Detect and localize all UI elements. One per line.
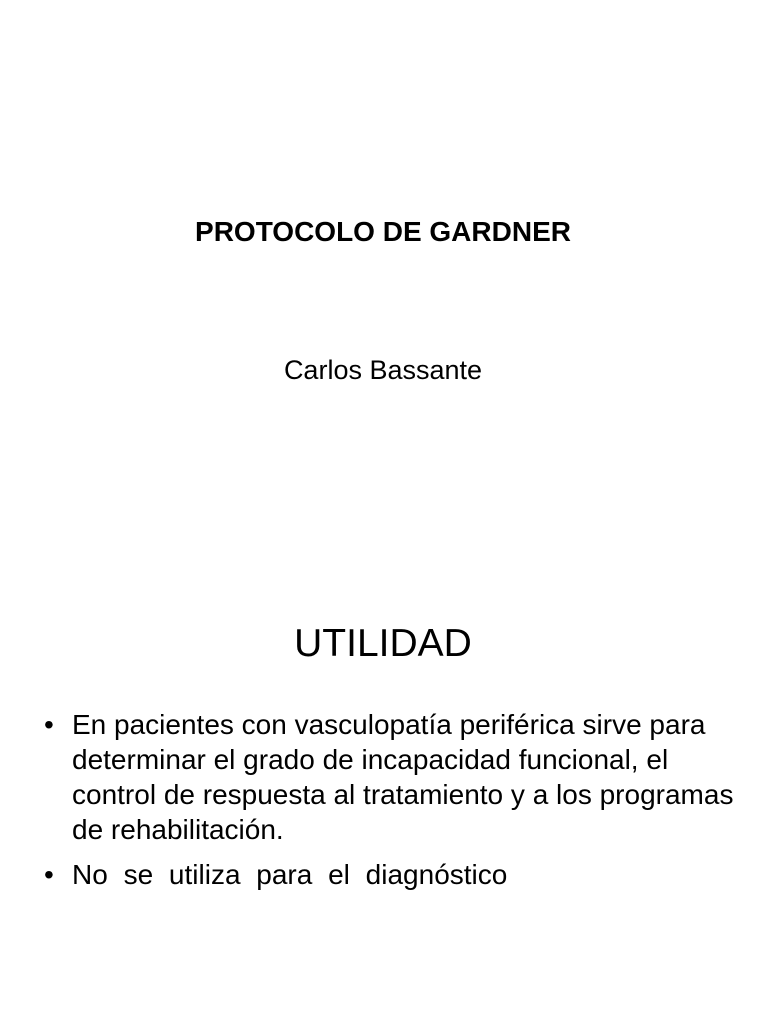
bullet-list	[44, 707, 744, 902]
bullet-text: En pacientes con vasculopatía periférica sirve para determinar el grado de incapacidad funcional, el control de respuesta al tratamiento y a los programas de rehabilitación.	[72, 709, 734, 845]
bullet-item	[44, 707, 744, 847]
bullet-text: No se utiliza para el diagnóstico	[72, 859, 508, 890]
content-slide	[0, 512, 768, 1024]
bullet-item	[44, 857, 744, 892]
presentation-title: PROTOCOLO DE GARDNER	[195, 216, 571, 247]
bullet-marker: •	[44, 859, 54, 890]
section-heading: UTILIDAD	[294, 622, 472, 665]
author-name: Carlos Bassante	[283, 355, 483, 385]
bullet-marker: •	[44, 709, 54, 740]
